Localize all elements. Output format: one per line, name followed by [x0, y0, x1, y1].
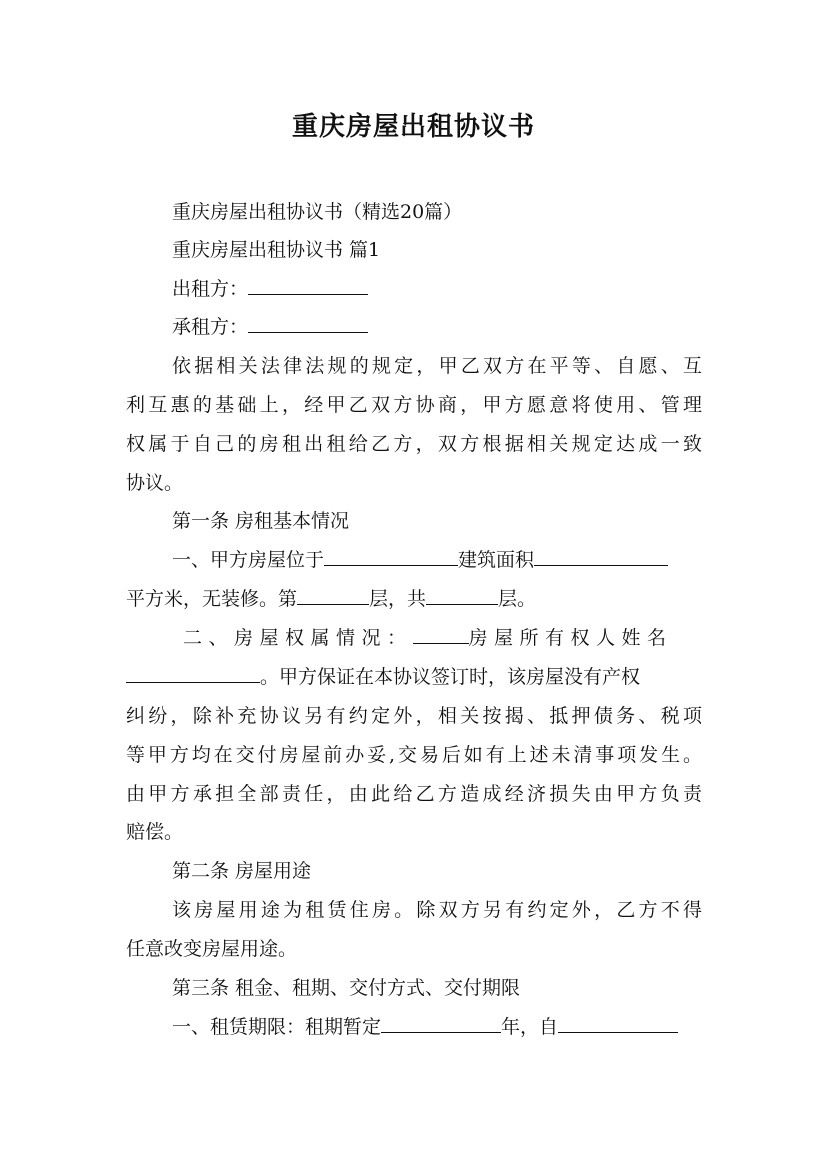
article1-item2-line6: 赔偿。 [126, 821, 184, 843]
article3-heading: 第三条 租金、租期、交付方式、交付期限 [172, 977, 521, 999]
article1-heading: 第一条 房租基本情况 [172, 510, 350, 532]
item1-end-text: 层。 [498, 588, 537, 610]
article3-line1 [172, 1014, 702, 1040]
owner-prefix-blank [413, 625, 469, 644]
document-title: 重庆房屋出租协议书 [291, 112, 535, 142]
total-floor-blank [426, 586, 498, 605]
item2-guarantee-text: 。甲方保证在本协议签订时，该房屋没有产权 [260, 666, 641, 688]
section-heading: 重庆房屋出租协议书 篇1 [172, 239, 381, 261]
item1-area-label: 建筑面积 [458, 549, 535, 571]
lessor-label: 出租方： [172, 278, 249, 300]
area-blank [534, 547, 668, 566]
intro-line-3: 权属于自己的房租出租给乙方，双方根据相关规定达成一致 [126, 433, 702, 455]
item1-unit-text: 平方米，无装修。第 [126, 588, 298, 610]
article1-item2-line3: 纠纷，除补充协议另有约定外，相关按揭、抵押债务、税项 [126, 705, 702, 727]
item2-owner-label: 房屋所有权人姓名 [468, 627, 673, 649]
article1-item2-line4: 等甲方均在交付房屋前办妥,交易后如有上述未清事项发生。 [126, 744, 702, 766]
lease-start-blank [558, 1014, 678, 1033]
article1-item2-line2 [126, 664, 702, 690]
lessee-line [172, 314, 702, 340]
subtitle: 重庆房屋出租协议书（精选20篇） [172, 201, 463, 223]
lease-years-blank [381, 1014, 501, 1033]
article2-line1: 该房屋用途为租赁住房。除双方另有约定外，乙方不得 [172, 899, 702, 921]
floor-blank [297, 586, 369, 605]
article2-heading: 第二条 房屋用途 [172, 860, 312, 882]
lessee-label: 承租方： [172, 316, 249, 338]
article1-item1-line2 [126, 586, 702, 612]
lessor-line [172, 276, 702, 302]
lessee-blank [248, 314, 368, 333]
article1-item2-line5: 由甲方承担全部责任，由此给乙方造成经济损失由甲方负责 [126, 783, 702, 805]
lease-term-label: 一、租赁期限：租期暂定 [172, 1016, 382, 1038]
intro-line-2: 利互惠的基础上，经甲乙双方协商，甲方愿意将使用、管理 [126, 394, 702, 416]
article1-item1-line1 [172, 547, 702, 573]
intro-line-4: 协议。 [126, 472, 184, 494]
lessor-blank [248, 276, 368, 295]
item1-location-label: 一、甲方房屋位于 [172, 549, 325, 571]
article1-item2-line1 [183, 625, 702, 651]
owner-name-blank [126, 664, 260, 683]
location-blank [324, 547, 458, 566]
item1-total-label: 层，共 [369, 588, 427, 610]
lease-from-label: 年，自 [501, 1016, 559, 1038]
item2-label: 二、房屋权属情况： [183, 627, 413, 649]
intro-line-1: 依据相关法律法规的规定，甲乙双方在平等、自愿、互 [172, 355, 702, 377]
article2-line2: 任意改变房屋用途。 [126, 938, 298, 960]
